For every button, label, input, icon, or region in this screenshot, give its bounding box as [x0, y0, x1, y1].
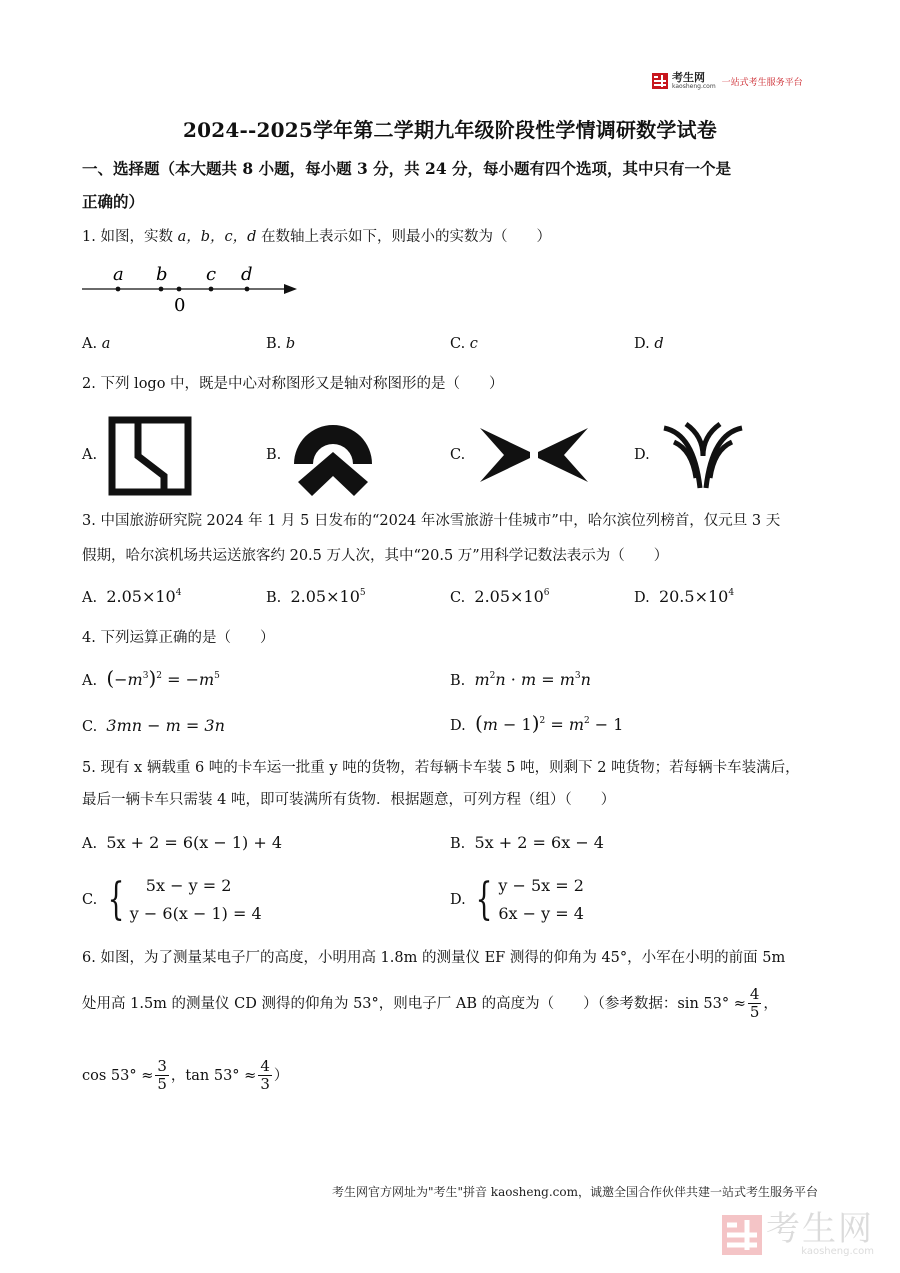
q4-option-a[interactable]	[82, 668, 220, 691]
option-letter: A.	[82, 836, 98, 852]
label-c: c	[206, 264, 217, 285]
brace-icon: {	[475, 874, 493, 925]
option-letter: B.	[266, 590, 282, 606]
q2-option-c-letter[interactable]: C.	[450, 447, 466, 463]
page-title: 2024--2025学年第二学期九年级阶段性学情调研数学试卷	[183, 118, 717, 142]
brand-header[interactable]	[652, 72, 803, 90]
option-expression: 3mn − m = 3n	[106, 716, 225, 735]
question-number: 6.	[82, 950, 96, 966]
label-b: b	[156, 264, 168, 285]
fraction-tan	[258, 1058, 272, 1093]
question-2	[82, 373, 504, 395]
swoosh-y-logo-icon[interactable]	[660, 420, 746, 492]
q1-option-c[interactable]	[450, 334, 478, 354]
watermark	[722, 1209, 874, 1257]
brace-icon: {	[107, 874, 125, 925]
question-6-line1	[82, 947, 785, 969]
point-a	[116, 287, 121, 292]
option-exponent: 4	[728, 588, 735, 598]
q3-option-b[interactable]	[266, 587, 366, 608]
question-5	[82, 757, 800, 811]
option-letter: D.	[450, 892, 466, 908]
section-heading	[82, 152, 822, 218]
option-letter: A.	[82, 336, 98, 352]
question-vars: a，b，c，d	[177, 229, 257, 245]
question-text: 假期，哈尔滨机场共运送旅客约 20.5 万人次，其中“20.5 万”用科学记数法表示为（ ）	[82, 548, 669, 564]
butterfly-chevron-logo-icon[interactable]	[476, 424, 592, 486]
question-text: 在数轴上表示如下，则最小的实数为（ ）	[261, 229, 552, 245]
q3-option-d[interactable]	[634, 587, 734, 608]
q4-option-c[interactable]	[82, 716, 225, 737]
question-text: 下列 logo 中，既是中心对称图形又是轴对称图形的是（ ）	[100, 376, 504, 392]
q1-option-b[interactable]	[266, 334, 295, 354]
option-value: d	[654, 336, 664, 352]
equation-line: 6x − y = 4	[498, 904, 584, 923]
kaosheng-logo-icon	[652, 73, 668, 89]
watermark-name: 考生网	[766, 1209, 874, 1249]
watermark-text	[766, 1209, 874, 1257]
option-letter: C.	[450, 590, 466, 606]
q5-option-b[interactable]	[450, 833, 604, 854]
option-letter: B.	[266, 336, 282, 352]
q4-option-d[interactable]	[450, 713, 623, 736]
q1-option-a[interactable]	[82, 334, 110, 354]
question-4	[82, 627, 274, 649]
q3-option-a[interactable]	[82, 587, 181, 608]
option-exponent: 6	[543, 588, 550, 598]
point-c	[209, 287, 214, 292]
question-1	[82, 226, 551, 248]
numerator: 4	[260, 1057, 270, 1075]
q4-option-b[interactable]	[450, 670, 591, 691]
option-letter: C.	[82, 719, 98, 735]
option-value: c	[469, 336, 478, 352]
question-text: 最后一辆卡车只需装 4 吨，即可装满所有货物．根据题意，可列方程（组）（ ）	[82, 792, 616, 808]
fraction-sin	[748, 986, 762, 1021]
option-letter: C.	[450, 336, 466, 352]
arc-chevron-logo-icon[interactable]	[288, 412, 378, 498]
question-text: 下列运算正确的是（ ）	[100, 630, 275, 646]
question-text: ，tan 53° ≈	[170, 1067, 257, 1084]
question-number: 2.	[82, 376, 96, 392]
equation-line: 5x − y = 2	[145, 876, 232, 895]
option-expression: $(m - 1)^2 = m^2 - 1$	[474, 711, 624, 735]
question-text: cos 53° ≈	[82, 1067, 154, 1084]
question-text: 如图，实数	[100, 229, 173, 245]
option-letter: B.	[450, 836, 466, 852]
numerator: 4	[749, 985, 760, 1003]
denominator: 3	[260, 1075, 270, 1093]
option-base: 2.05×10	[290, 587, 360, 606]
number-line-figure	[80, 258, 310, 318]
option-base: 20.5×10	[658, 587, 729, 606]
section-heading-line2: 正确的）	[82, 192, 145, 211]
question-text: 中国旅游研究院 2024 年 1 月 5 日发布的“2024 年冰雪旅游十佳城市”中，哈尔滨位列榜首，仅元旦 3 天	[100, 513, 781, 529]
question-text: 现有 x 辆载重 6 吨的卡车运一批重 y 吨的货物，若每辆卡车装 5 吨，则剩下 2 吨货物；若每辆卡车装满后，	[100, 760, 800, 776]
square-bent-line-logo-icon[interactable]	[108, 416, 192, 496]
option-letter: B.	[450, 673, 466, 689]
q2-option-d-letter[interactable]: D.	[634, 447, 650, 463]
option-letter: D.	[450, 718, 466, 734]
brand-text	[672, 72, 716, 90]
option-letter: D.	[634, 590, 650, 606]
option-base: 2.05×10	[106, 587, 176, 606]
q2-option-a-letter[interactable]: A.	[82, 447, 98, 463]
point-d	[245, 287, 250, 292]
watermark-domain: kaosheng.com	[801, 1246, 874, 1257]
brand-name: 考生网	[672, 71, 705, 84]
point-origin	[177, 287, 182, 292]
denominator: 5	[749, 1003, 760, 1021]
equation-line: y − 5x = 2	[498, 876, 584, 895]
question-number: 4.	[82, 630, 96, 646]
numerator: 3	[157, 1057, 167, 1075]
q2-option-b-letter[interactable]: B.	[266, 447, 282, 463]
option-exponent: 5	[359, 588, 366, 598]
q3-option-c[interactable]	[450, 587, 550, 608]
comma: ，	[763, 995, 778, 1012]
question-6-line2	[82, 986, 778, 1021]
q5-option-d[interactable]	[450, 872, 584, 928]
option-value: b	[285, 336, 296, 352]
option-letter: C.	[82, 892, 98, 908]
label-origin: 0	[174, 295, 186, 316]
equation-system	[102, 872, 262, 928]
option-exponent: 4	[175, 588, 182, 598]
question-number: 3.	[82, 513, 96, 529]
label-a: a	[113, 264, 124, 285]
fraction-cos	[155, 1058, 169, 1093]
option-expression: $(-m^3)^2 = -m^5$	[106, 666, 220, 690]
q1-option-d[interactable]	[634, 334, 664, 354]
question-6-line3	[82, 1058, 288, 1093]
brand-slogan: 一站式考生服务平台	[721, 77, 803, 88]
question-3	[82, 510, 780, 567]
question-text: 处用高 1.5m 的测量仪 CD 测得的仰角为 53°，则电子厂 AB 的高度为（ ）（参考数据：sin 53° ≈	[82, 995, 746, 1012]
question-text: 如图，为了测量某电子厂的高度，小明用高 1.8m 的测量仪 EF 测得的仰角为 45°，小军在小明的前面 5m	[100, 950, 786, 966]
option-value: a	[101, 336, 111, 352]
number-line-arrow-icon	[284, 284, 297, 294]
option-base: 2.05×10	[474, 587, 544, 606]
denominator: 5	[157, 1075, 167, 1093]
option-letter: A.	[82, 590, 98, 606]
option-expression: 5x + 2 = 6(x − 1) + 4	[106, 833, 283, 852]
option-expression: 5x + 2 = 6x − 4	[474, 833, 604, 852]
point-b	[159, 287, 164, 292]
label-d: d	[241, 264, 253, 285]
brand-domain: kaosheng.com	[672, 83, 716, 90]
q5-option-a[interactable]	[82, 833, 282, 854]
q5-option-c[interactable]	[82, 872, 262, 928]
option-expression: $m^2n \cdot m = m^3n$	[474, 670, 591, 689]
footer-text: 考生网官方网址为"考生"拼音 kaosheng.com，诚邀全国合作伙伴共建一站式考生服务平台	[331, 1185, 818, 1199]
equation-system	[470, 872, 584, 928]
question-number: 5.	[82, 760, 96, 776]
option-letter: A.	[82, 673, 98, 689]
option-letter: D.	[634, 336, 650, 352]
question-number: 1.	[82, 229, 96, 245]
closing-paren: ）	[273, 1067, 289, 1084]
kaosheng-watermark-icon	[722, 1215, 762, 1255]
equation-line: y − 6(x − 1) = 4	[129, 904, 262, 923]
section-heading-line1: 一、选择题（本大题共 8 小题，每小题 3 分，共 24 分，每小题有四个选项，其中只有一个是	[82, 159, 732, 178]
